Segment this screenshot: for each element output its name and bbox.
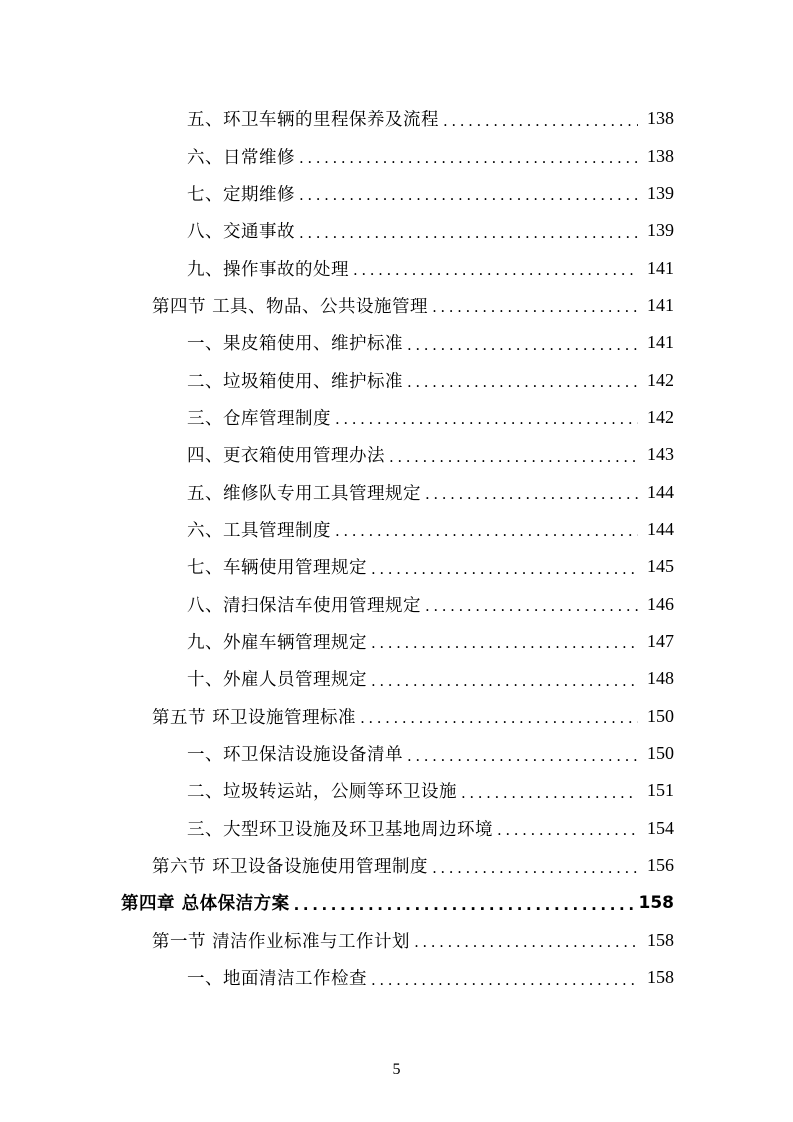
toc-entry[interactable] <box>0 100 793 137</box>
toc-entry-title: 六、日常维修 <box>187 147 295 168</box>
toc-dot-leader <box>432 298 638 316</box>
toc-dot-leader <box>407 747 638 765</box>
toc-entry-title: 第四章 总体保洁方案 <box>121 894 290 915</box>
toc-entry-page: 138 <box>647 145 674 166</box>
toc-entry[interactable] <box>0 847 793 884</box>
toc-entry-title: 三、仓库管理制度 <box>187 408 331 429</box>
table-of-contents <box>0 100 793 996</box>
toc-dot-leader <box>360 709 638 727</box>
toc-entry-page: 145 <box>647 556 674 577</box>
toc-entry[interactable] <box>0 772 793 809</box>
toc-dot-leader <box>335 522 638 540</box>
toc-entry[interactable] <box>0 810 793 847</box>
toc-entry-title: 第五节 环卫设施管理标准 <box>152 707 357 728</box>
toc-entry[interactable] <box>0 212 793 249</box>
toc-entry-page: 158 <box>647 967 674 988</box>
toc-entry[interactable] <box>0 660 793 697</box>
toc-entry-title: 一、地面清洁工作检查 <box>187 969 367 990</box>
toc-entry-title: 二、垃圾转运站，公厕等环卫设施 <box>187 782 457 803</box>
toc-entry-title: 八、清扫保洁车使用管理规定 <box>187 595 421 616</box>
toc-dot-leader <box>407 336 638 354</box>
toc-entry[interactable] <box>0 287 793 324</box>
toc-dot-leader <box>299 186 638 204</box>
toc-dot-leader <box>371 560 638 578</box>
toc-entry-title: 二、垃圾箱使用、维护标准 <box>187 371 403 392</box>
toc-dot-leader <box>353 261 638 279</box>
toc-dot-leader <box>497 821 638 839</box>
toc-entry-page: 141 <box>647 294 674 315</box>
toc-entry-title: 六、工具管理制度 <box>187 520 331 541</box>
toc-entry-page: 151 <box>647 780 674 801</box>
toc-entry-title: 九、外雇车辆管理规定 <box>187 632 367 653</box>
toc-entry[interactable] <box>0 137 793 174</box>
toc-entry[interactable] <box>0 511 793 548</box>
toc-dot-leader <box>299 224 638 242</box>
toc-entry-page: 143 <box>647 444 674 465</box>
page-number: 5 <box>392 1061 401 1078</box>
toc-entry[interactable] <box>0 959 793 996</box>
toc-entry-page: 141 <box>647 332 674 353</box>
toc-dot-leader <box>371 971 638 989</box>
toc-entry-title: 第六节 环卫设备设施使用管理制度 <box>152 857 429 878</box>
toc-entry[interactable] <box>0 585 793 622</box>
toc-entry-page: 150 <box>647 705 674 726</box>
toc-entry-title: 一、环卫保洁设施设备清单 <box>187 745 403 766</box>
toc-entry[interactable] <box>0 884 793 921</box>
toc-entry-page: 144 <box>647 481 674 502</box>
toc-entry[interactable] <box>0 361 793 398</box>
toc-entry-page: 158 <box>647 929 674 950</box>
toc-dot-leader <box>371 672 638 690</box>
toc-dot-leader <box>299 149 638 167</box>
toc-entry-title: 七、车辆使用管理规定 <box>187 558 367 579</box>
toc-entry-page: 147 <box>647 630 674 651</box>
toc-entry-title: 九、操作事故的处理 <box>187 259 349 280</box>
toc-dot-leader <box>425 597 638 615</box>
toc-dot-leader <box>443 112 638 130</box>
toc-entry-title: 一、果皮箱使用、维护标准 <box>187 334 403 355</box>
toc-dot-leader <box>432 859 638 877</box>
toc-dot-leader <box>335 410 638 428</box>
toc-dot-leader <box>461 784 638 802</box>
toc-dot-leader <box>407 373 638 391</box>
toc-dot-leader <box>371 634 638 652</box>
toc-entry-page: 142 <box>647 369 674 390</box>
toc-entry-page: 156 <box>647 855 674 876</box>
toc-entry-title: 七、定期维修 <box>187 184 295 205</box>
toc-entry-title: 三、大型环卫设施及环卫基地周边环境 <box>187 819 493 840</box>
toc-entry-title: 第一节 清洁作业标准与工作计划 <box>152 931 411 952</box>
toc-entry[interactable] <box>0 249 793 286</box>
toc-entry-page: 142 <box>647 406 674 427</box>
toc-entry[interactable] <box>0 548 793 585</box>
toc-entry-page: 150 <box>647 743 674 764</box>
toc-entry-page: 139 <box>647 182 674 203</box>
toc-entry-page: 146 <box>647 593 674 614</box>
toc-entry-page: 158 <box>638 892 674 913</box>
toc-entry-title: 四、更衣箱使用管理办法 <box>187 446 385 467</box>
toc-entry[interactable] <box>0 623 793 660</box>
toc-entry-page: 141 <box>647 257 674 278</box>
toc-entry[interactable] <box>0 735 793 772</box>
toc-entry[interactable] <box>0 698 793 735</box>
toc-dot-leader <box>389 448 638 466</box>
toc-dot-leader <box>294 896 633 914</box>
toc-entry[interactable] <box>0 436 793 473</box>
toc-entry-page: 139 <box>647 220 674 241</box>
toc-entry[interactable] <box>0 473 793 510</box>
toc-dot-leader <box>425 485 638 503</box>
toc-entry-title: 五、环卫车辆的里程保养及流程 <box>187 110 439 131</box>
toc-entry-page: 154 <box>647 817 674 838</box>
toc-entry-title: 八、交通事故 <box>187 222 295 243</box>
toc-entry-title: 十、外雇人员管理规定 <box>187 670 367 691</box>
toc-entry[interactable] <box>0 324 793 361</box>
toc-entry-title: 五、维修队专用工具管理规定 <box>187 483 421 504</box>
toc-entry-page: 144 <box>647 518 674 539</box>
toc-entry-page: 138 <box>647 108 674 129</box>
toc-entry-page: 148 <box>647 668 674 689</box>
toc-entry-title: 第四节 工具、物品、公共设施管理 <box>152 296 429 317</box>
toc-entry[interactable] <box>0 399 793 436</box>
toc-entry[interactable] <box>0 175 793 212</box>
toc-entry[interactable] <box>0 922 793 959</box>
toc-dot-leader <box>414 933 638 951</box>
